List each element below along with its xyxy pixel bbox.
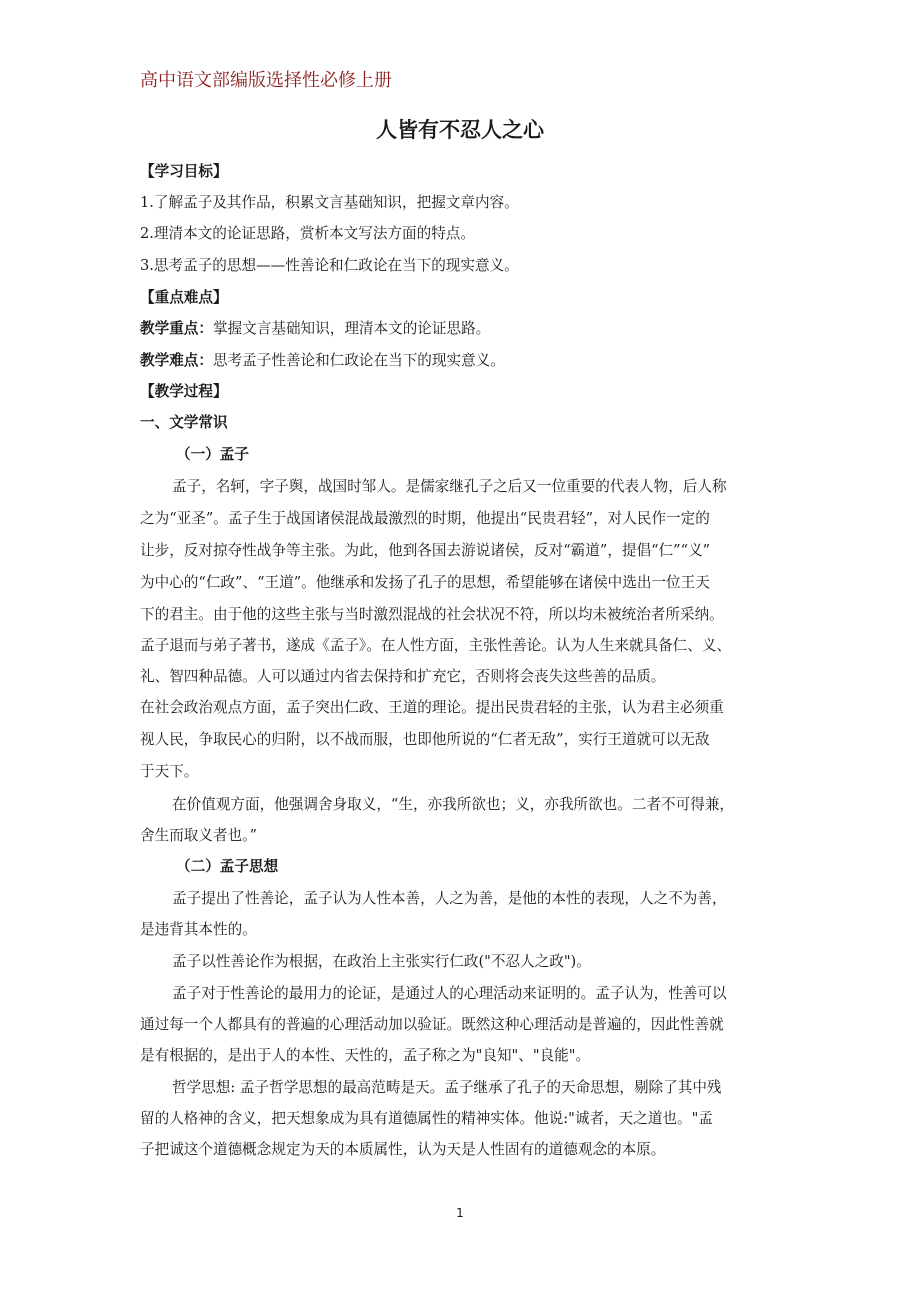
paragraph-line: 为中心的“仁政”、“王道”。他继承和发扬了孔子的思想，希望能够在诸侯中选出一位王天 xyxy=(140,574,710,591)
key-point xyxy=(140,319,490,339)
page-title: 人皆有不忍人之心 xyxy=(376,118,544,142)
paragraph-line: 之为“亚圣”。孟子生于战国诸侯混战最激烈的时期，他提出“民贵君轻”，对人民作一定的 xyxy=(140,510,710,527)
paragraph-line: 舍生而取义者也。” xyxy=(140,827,257,844)
document-header: 高中语文部编版选择性必修上册 xyxy=(140,70,392,91)
paragraph-line: 视人民，争取民心的归附，以不战而服，也即他所说的“仁者无敌”，实行王道就可以无敌 xyxy=(140,731,710,748)
paragraph-line: 孟子提出了性善论，孟子认为人性本善，人之为善，是他的本性的表现，人之不为善， xyxy=(172,890,727,907)
page-number: 1 xyxy=(456,1206,464,1220)
paragraph-line: 于天下。 xyxy=(140,763,199,780)
subsection-heading: （一）孟子 xyxy=(176,446,249,463)
paragraph-line: 孟子，名轲，字子舆，战国时邹人。是儒家继孔子之后又一位重要的代表人物，后人称 xyxy=(172,478,727,495)
paragraph-line: 孟子以性善论作为根据，在政治上主张实行仁政("不忍人之政")。 xyxy=(172,953,591,970)
paragraph-line: 通过每一个人都具有的普遍的心理活动加以验证。既然这种心理活动是普遍的，因此性善就 xyxy=(140,1016,724,1033)
paragraph-line: 让步，反对掠夺性战争等主张。为此，他到各国去游说诸侯，反对“霸道”，提倡“仁”“义” xyxy=(140,542,711,559)
section-heading-key: 【重点难点】 xyxy=(140,289,228,306)
difficult-point-text: 思考孟子性善论和仁政论在当下的现实意义。 xyxy=(212,352,505,369)
difficult-point-label: 教学难点： xyxy=(140,352,213,369)
paragraph-line: 礼、智四种品德。人可以通过内省去保持和扩充它，否则将会丧失这些善的品质。 xyxy=(140,668,666,685)
paragraph-line: 孟子退而与弟子著书，遂成《孟子》。在人性方面，主张性善论。认为人生来就具备仁、义、 xyxy=(140,637,732,654)
subsection-heading: （二）孟子思想 xyxy=(176,858,279,875)
paragraph-line: 留的人格神的含义，把天想象成为具有道德属性的精神实体。他说:"诚者，天之道也。"孟 xyxy=(140,1110,713,1127)
paragraph-line: 哲学思想: 孟子哲学思想的最高范畴是天。孟子继承了孔子的天命思想，剔除了其中残 xyxy=(172,1079,722,1096)
section-heading-process: 【教学过程】 xyxy=(140,383,228,400)
goal-item: 1.了解孟子及其作品，积累文言基础知识，把握文章内容。 xyxy=(140,194,519,211)
key-point-text: 掌握文言基础知识，理清本文的论证思路。 xyxy=(212,320,491,337)
part-heading: 一、文学常识 xyxy=(140,414,228,431)
goal-item: 2.理清本文的论证思路，赏析本文写法方面的特点。 xyxy=(140,225,475,242)
goal-item: 3.思考孟子的思想——性善论和仁政论在当下的现实意义。 xyxy=(140,257,519,274)
paragraph-line: 在价值观方面，他强调舍身取义，“生，亦我所欲也；义，亦我所欲也。二者不可得兼， xyxy=(172,796,735,813)
paragraph-line: 下的君主。由于他的这些主张与当时激烈混战的社会状况不符，所以均未被统治者所采纳。 xyxy=(140,606,724,623)
paragraph-line: 是违背其本性的。 xyxy=(140,921,257,938)
key-point-label: 教学重点： xyxy=(140,320,213,337)
section-heading-goals: 【学习目标】 xyxy=(140,163,228,180)
difficult-point xyxy=(140,351,505,371)
paragraph-line: 在社会政治观点方面，孟子突出仁政、王道的理论。提出民贵君轻的主张，认为君主必须重 xyxy=(140,699,724,716)
paragraph-line: 是有根据的，是出于人的本性、天性的，孟子称之为"良知"、"良能"。 xyxy=(140,1047,591,1064)
paragraph-line: 孟子对于性善论的最用力的论证，是通过人的心理活动来证明的。孟子认为，性善可以 xyxy=(172,985,727,1002)
paragraph-line: 子把诚这个道德概念规定为天的本质属性，认为天是人性固有的道德观念的本原。 xyxy=(140,1141,666,1158)
